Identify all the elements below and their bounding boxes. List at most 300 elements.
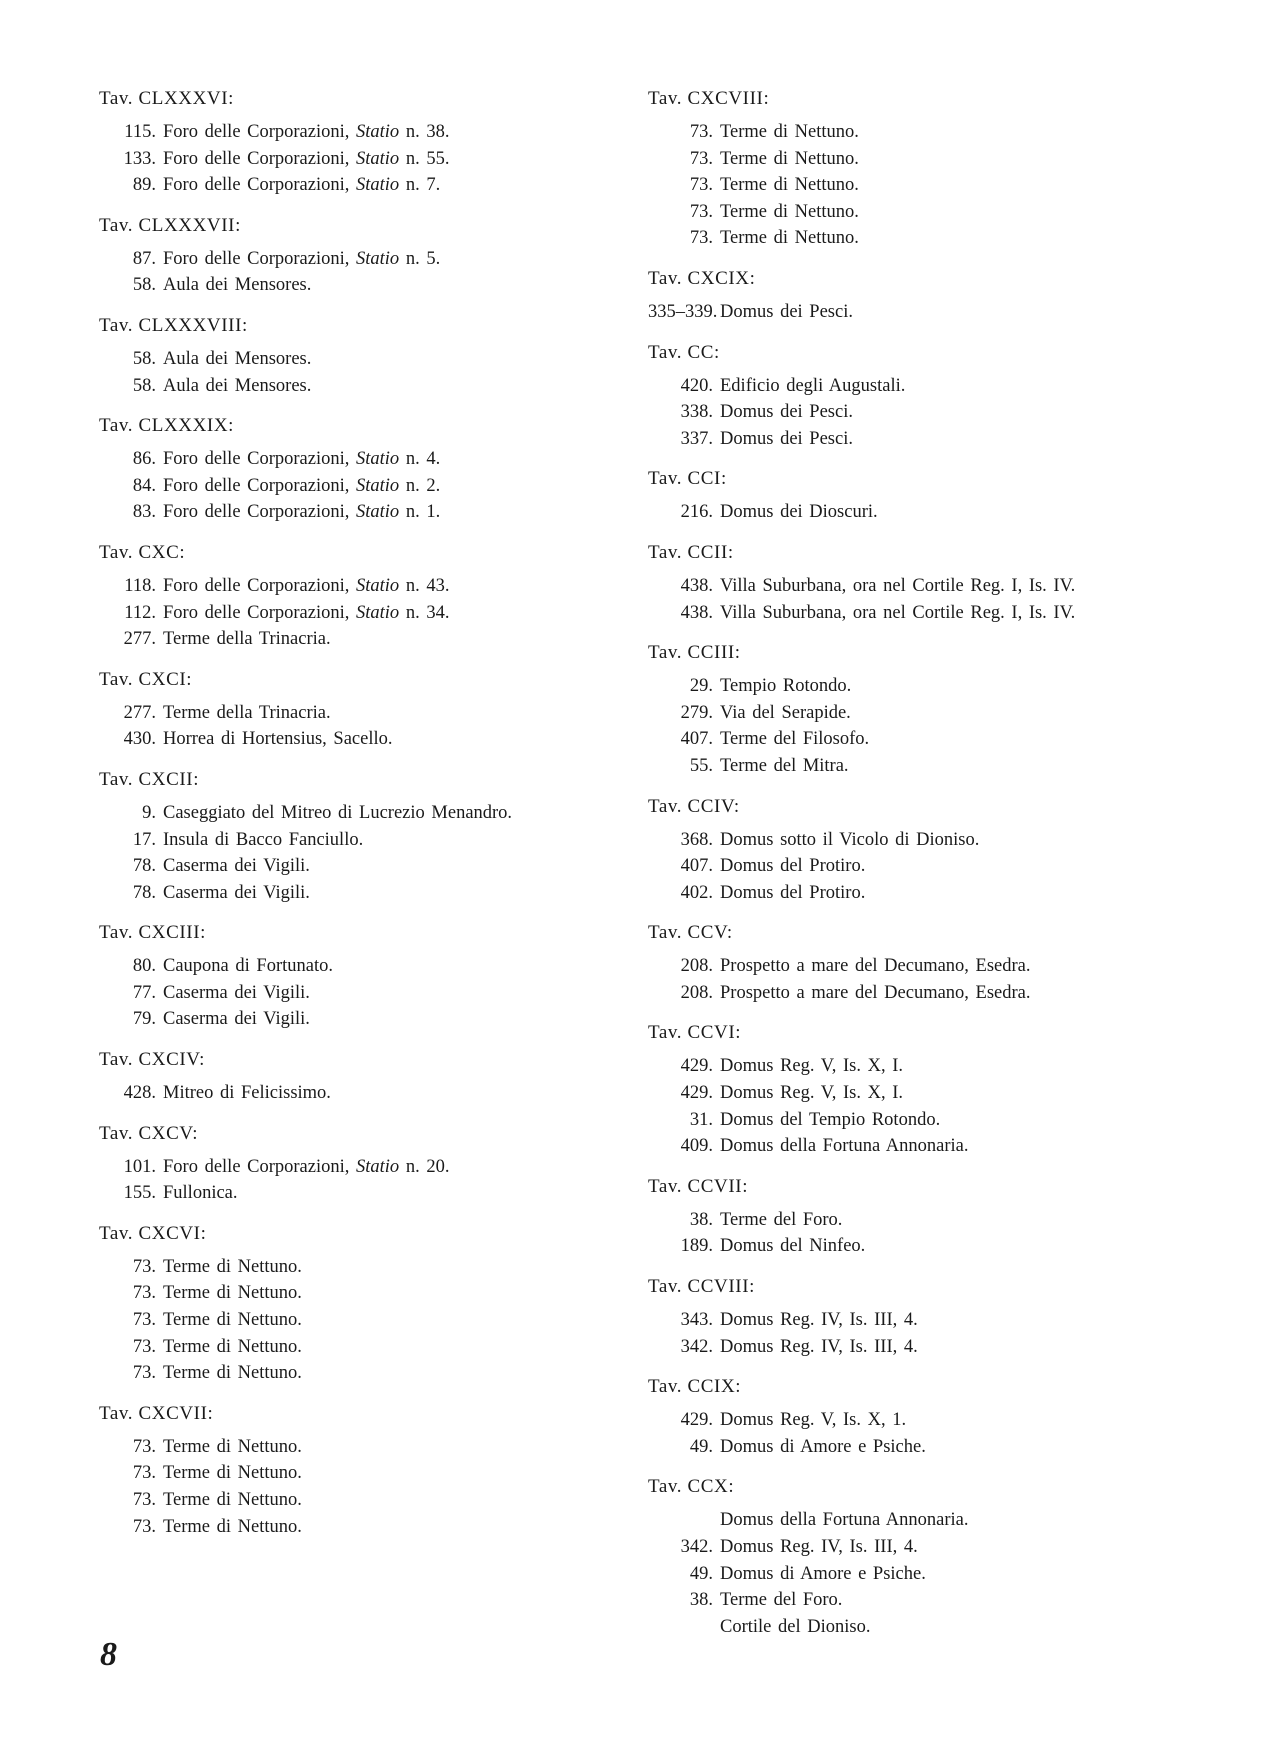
index-entry	[648, 673, 1248, 700]
plate-heading: Tav. CCV:	[648, 922, 733, 944]
plate-section	[648, 340, 1248, 453]
plate-heading: Tav. CCII:	[648, 541, 734, 563]
index-entry	[99, 1280, 619, 1307]
entry-number: 17.	[132, 829, 156, 850]
index-entry	[99, 1307, 619, 1334]
left-column	[99, 86, 619, 1554]
plate-heading: Tav. CCIV:	[648, 795, 740, 817]
entry-number: 9.	[142, 802, 156, 823]
entry-number: 73.	[132, 1516, 156, 1537]
entry-location: Via del Serapide.	[720, 702, 851, 723]
index-entry	[648, 373, 1248, 400]
entry-text	[720, 1587, 842, 1614]
entry-text	[163, 953, 333, 980]
index-entry	[99, 146, 619, 173]
index-entry	[99, 473, 619, 500]
plate-heading: Tav. CXCIII:	[99, 922, 207, 944]
entry-number: 438.	[680, 602, 713, 623]
index-entry	[648, 146, 1248, 173]
entry-number: 338.	[680, 402, 713, 423]
index-entry	[99, 1514, 619, 1541]
entry-location: Caserma dei Vigili.	[163, 882, 310, 903]
index-entry	[99, 1434, 619, 1461]
entry-text	[163, 146, 449, 173]
entry-number: 429.	[680, 1410, 713, 1431]
entry-location: Domus Reg. IV, Is. III, 4.	[720, 1310, 918, 1331]
plate-section	[99, 767, 619, 906]
plate-section	[648, 640, 1248, 779]
entry-text	[163, 119, 449, 146]
entry-number: 58.	[132, 375, 156, 396]
entry-location: Domus dei Pesci.	[720, 301, 853, 322]
entry-location: Domus del Protiro.	[720, 882, 866, 903]
entry-location: Terme di Nettuno.	[163, 1256, 302, 1277]
index-entry	[99, 573, 619, 600]
entry-text	[720, 1053, 903, 1080]
index-entry	[648, 1307, 1248, 1334]
entry-text	[163, 853, 310, 880]
index-entry	[648, 1434, 1248, 1461]
entry-text	[720, 299, 853, 326]
index-entry	[99, 246, 619, 273]
plate-heading: Tav. CXCVII:	[99, 1402, 214, 1424]
entry-location: Terme del Filosofo.	[720, 729, 870, 750]
entry-text	[163, 700, 331, 727]
entry-text	[163, 1434, 302, 1461]
entry-text	[720, 880, 865, 907]
index-entry	[648, 225, 1248, 252]
entry-text	[163, 373, 311, 400]
entry-location: Horrea di Hortensius, Sacello.	[163, 729, 393, 750]
plate-heading: Tav. CC:	[648, 341, 720, 363]
entry-location: Foro delle Corporazioni,	[163, 475, 350, 496]
entry-number: 77.	[132, 982, 156, 1003]
entry-number: 430.	[123, 729, 156, 750]
index-entry	[648, 172, 1248, 199]
entry-number: 343.	[680, 1310, 713, 1331]
index-entry	[99, 373, 619, 400]
entry-statio: Statio	[356, 1156, 400, 1177]
entry-number: 73.	[132, 1463, 156, 1484]
entry-location: Terme della Trinacria.	[163, 702, 331, 723]
entry-statio: Statio	[356, 602, 400, 623]
entry-location: Cortile del Dioniso.	[720, 1616, 871, 1637]
entry-number: 78.	[132, 882, 156, 903]
entry-number: 58.	[132, 348, 156, 369]
entry-statio-number: n. 38.	[405, 122, 450, 142]
entry-text	[720, 1107, 940, 1134]
entry-location: Domus del Tempio Rotondo.	[720, 1109, 941, 1130]
entry-location: Caserma dei Vigili.	[163, 856, 310, 877]
index-entry	[99, 119, 619, 146]
index-entry	[99, 853, 619, 880]
index-entry	[648, 1534, 1248, 1561]
index-entry	[648, 573, 1248, 600]
entry-number: 73.	[689, 228, 713, 249]
plate-heading: Tav. CCIII:	[648, 642, 741, 664]
index-entry	[648, 1233, 1248, 1260]
entry-text	[720, 146, 859, 173]
plate-section	[648, 794, 1248, 907]
entry-location: Terme di Nettuno.	[163, 1436, 302, 1457]
plate-section	[99, 920, 619, 1033]
entry-statio-number: n. 55.	[405, 148, 450, 169]
entry-number: 38.	[689, 1209, 713, 1230]
entry-statio-number: n. 4.	[405, 449, 441, 470]
index-entry	[99, 953, 619, 980]
entry-text	[163, 800, 512, 827]
entry-text	[163, 600, 449, 627]
plate-heading: Tav. CXCVI:	[99, 1222, 207, 1244]
index-entry	[648, 1507, 1248, 1534]
entry-number: 78.	[132, 856, 156, 877]
plate-heading: Tav. CLXXXIX:	[99, 415, 235, 437]
entry-number: 31.	[689, 1109, 713, 1130]
entry-number: 73.	[132, 1336, 156, 1357]
entry-statio: Statio	[356, 575, 400, 596]
index-entry	[99, 700, 619, 727]
entry-number: 118.	[124, 575, 156, 596]
entry-number: 337.	[680, 428, 713, 449]
entry-location: Domus dei Pesci.	[720, 428, 853, 449]
entry-number: 407.	[680, 729, 713, 750]
plate-heading: Tav. CXCIV:	[99, 1049, 206, 1071]
index-entry	[99, 1460, 619, 1487]
entry-number: 73.	[132, 1310, 156, 1331]
entry-text	[720, 1407, 906, 1434]
entry-number: 49.	[689, 1436, 713, 1457]
entry-text	[163, 346, 311, 373]
entry-location: Domus Reg. V, Is. X, 1.	[720, 1410, 907, 1431]
entry-location: Villa Suburbana, ora nel Cortile Reg. I, Is. IV.	[720, 575, 1076, 596]
index-entry	[99, 1006, 619, 1033]
index-entry	[648, 600, 1248, 627]
entry-statio: Statio	[356, 475, 400, 496]
entry-number: 115.	[124, 122, 156, 142]
entry-location: Domus del Protiro.	[720, 856, 866, 877]
entry-location: Aula dei Mensores.	[163, 348, 312, 369]
entry-text	[163, 246, 440, 273]
entry-text	[163, 499, 440, 526]
plate-section	[99, 86, 619, 199]
entry-location: Mitreo di Felicissimo.	[163, 1083, 331, 1104]
entry-text	[163, 880, 310, 907]
plate-heading: Tav. CLXXXVI:	[99, 88, 235, 109]
index-entry	[99, 446, 619, 473]
entry-number: 89.	[132, 175, 156, 196]
plate-heading: Tav. CXCI:	[99, 668, 193, 690]
entry-text	[720, 499, 878, 526]
entry-statio: Statio	[356, 449, 400, 470]
plate-section	[99, 1121, 619, 1207]
entry-text	[163, 626, 331, 653]
entry-number: 429.	[680, 1056, 713, 1077]
entry-text	[163, 1006, 310, 1033]
entry-statio-number: n. 43.	[405, 575, 450, 596]
entry-location: Terme di Nettuno.	[720, 122, 859, 142]
entry-location: Terme di Nettuno.	[163, 1283, 302, 1304]
entry-location: Prospetto a mare del Decumano, Esedra.	[720, 956, 1031, 977]
entry-location: Foro delle Corporazioni,	[163, 122, 350, 142]
entry-text	[720, 726, 869, 753]
entry-number: 420.	[680, 375, 713, 396]
entry-number: 73.	[132, 1436, 156, 1457]
entry-number: 208.	[680, 982, 713, 1003]
entry-number: 86.	[132, 449, 156, 470]
plate-section	[99, 1047, 619, 1107]
entry-number: 429.	[680, 1083, 713, 1104]
entry-location: Domus Reg. V, Is. X, I.	[720, 1083, 904, 1104]
entry-number: 73.	[132, 1283, 156, 1304]
entry-text	[163, 473, 440, 500]
plate-heading: Tav. CCIX:	[648, 1376, 742, 1398]
entry-location: Domus della Fortuna Annonaria.	[720, 1136, 969, 1157]
plate-section	[648, 920, 1248, 1006]
entry-location: Terme di Nettuno.	[163, 1310, 302, 1331]
index-entry	[99, 346, 619, 373]
entry-text	[720, 1534, 918, 1561]
entry-text	[720, 853, 865, 880]
entry-text	[720, 199, 859, 226]
entry-location: Foro delle Corporazioni,	[163, 175, 350, 196]
entry-location: Domus Reg. IV, Is. III, 4.	[720, 1537, 918, 1557]
entry-statio-number: n. 1.	[405, 502, 441, 523]
plate-heading: Tav. CXC:	[99, 541, 186, 563]
entry-location: Foro delle Corporazioni,	[163, 575, 350, 596]
entry-location: Caserma dei Vigili.	[163, 1009, 310, 1030]
entry-number: 216.	[680, 502, 713, 523]
index-entry	[99, 827, 619, 854]
plate-section	[99, 213, 619, 299]
plate-heading: Tav. CCX:	[648, 1476, 735, 1498]
entry-text	[720, 700, 851, 727]
entry-number: 80.	[132, 956, 156, 977]
entry-number: 55.	[689, 755, 713, 776]
entry-text	[720, 1233, 865, 1260]
entry-location: Terme del Mitra.	[720, 755, 849, 776]
index-entry	[99, 800, 619, 827]
plate-section	[99, 1221, 619, 1387]
entry-text	[720, 399, 853, 426]
entry-text	[720, 673, 851, 700]
entry-location: Terme di Nettuno.	[720, 148, 859, 169]
entry-location: Terme di Nettuno.	[163, 1463, 302, 1484]
index-entry	[648, 1334, 1248, 1361]
entry-number: 84.	[132, 475, 156, 496]
entry-location: Terme del Foro.	[720, 1209, 843, 1230]
entry-location: Terme di Nettuno.	[163, 1516, 302, 1537]
index-entry	[99, 626, 619, 653]
index-entry	[99, 980, 619, 1007]
plate-section	[648, 1474, 1248, 1640]
entry-statio-number: n. 7.	[405, 175, 441, 196]
index-entry	[648, 119, 1248, 146]
index-entry	[648, 980, 1248, 1007]
plate-heading: Tav. CLXXXVIII:	[99, 314, 248, 336]
plate-heading: Tav. CCI:	[648, 468, 727, 490]
index-entry	[99, 1080, 619, 1107]
entry-text	[720, 1507, 969, 1534]
entry-location: Domus di Amore e Psiche.	[720, 1436, 926, 1457]
entry-number: 277.	[123, 702, 156, 723]
entry-location: Edificio degli Augustali.	[720, 375, 906, 396]
entry-number: 112.	[124, 602, 156, 623]
entry-location: Fullonica.	[163, 1183, 238, 1204]
entry-location: Domus sotto il Vicolo di Dioniso.	[720, 829, 980, 850]
entry-number	[648, 1614, 720, 1641]
entry-text	[163, 1180, 238, 1207]
entry-text	[163, 1514, 302, 1541]
entry-statio: Statio	[356, 502, 400, 523]
entry-location: Terme di Nettuno.	[163, 1336, 302, 1357]
entry-location: Domus di Amore e Psiche.	[720, 1563, 926, 1584]
index-entry	[648, 1207, 1248, 1234]
entry-statio-number: n. 2.	[405, 475, 441, 496]
entry-text	[163, 1460, 302, 1487]
plate-heading: Tav. CXCIX:	[648, 267, 756, 289]
entry-location: Foro delle Corporazioni,	[163, 148, 350, 169]
entry-location: Caseggiato del Mitreo di Lucrezio Menandro.	[163, 802, 513, 823]
entry-location: Insula di Bacco Fanciullo.	[163, 829, 364, 850]
entry-location: Terme di Nettuno.	[720, 175, 859, 196]
plate-heading: Tav. CCVI:	[648, 1022, 742, 1044]
entry-text	[163, 573, 449, 600]
index-entry	[648, 1107, 1248, 1134]
plate-section	[99, 413, 619, 526]
entry-number: 87.	[132, 248, 156, 269]
entry-location: Foro delle Corporazioni,	[163, 602, 350, 623]
entry-location: Terme della Trinacria.	[163, 629, 331, 650]
entry-text	[720, 573, 1075, 600]
entry-text	[163, 1280, 302, 1307]
plate-section	[99, 1401, 619, 1540]
index-entry	[648, 1053, 1248, 1080]
plate-heading: Tav. CCVIII:	[648, 1276, 756, 1298]
index-entry	[648, 199, 1248, 226]
entry-text	[720, 1334, 918, 1361]
index-entry	[99, 1154, 619, 1181]
index-entry	[99, 1180, 619, 1207]
entry-number: 279.	[680, 702, 713, 723]
entry-location: Aula dei Mensores.	[163, 375, 312, 396]
entry-text	[720, 225, 859, 252]
plate-heading: Tav. CXCII:	[99, 768, 200, 790]
entry-location: Domus della Fortuna Annonaria.	[720, 1510, 969, 1531]
plate-section	[648, 1174, 1248, 1260]
right-column	[648, 86, 1248, 1654]
plate-heading: Tav. CLXXXVII:	[99, 214, 241, 236]
entry-text	[163, 1080, 331, 1107]
entry-number: 79.	[132, 1009, 156, 1030]
entry-text	[720, 600, 1075, 627]
entry-number: 73.	[132, 1256, 156, 1277]
entry-number: 73.	[689, 175, 713, 196]
entry-location: Foro delle Corporazioni,	[163, 449, 350, 470]
entry-text	[163, 172, 440, 199]
entry-statio-number: n. 34.	[405, 602, 450, 623]
entry-statio-number: n. 5.	[405, 248, 441, 269]
entry-location: Foro delle Corporazioni,	[163, 248, 350, 269]
entry-text	[720, 1434, 926, 1461]
entry-text	[720, 1080, 903, 1107]
index-entry	[99, 1254, 619, 1281]
entry-text	[163, 1254, 302, 1281]
entry-text	[163, 446, 440, 473]
entry-number: 402.	[680, 882, 713, 903]
entry-text	[720, 426, 853, 453]
entry-text	[720, 953, 1031, 980]
entry-location: Tempio Rotondo.	[720, 676, 852, 697]
entry-number: 83.	[132, 502, 156, 523]
entry-text	[163, 1307, 302, 1334]
entry-number: 407.	[680, 856, 713, 877]
index-entry	[648, 426, 1248, 453]
entry-text	[163, 272, 311, 299]
index-entry	[99, 1360, 619, 1387]
index-entry	[648, 726, 1248, 753]
plate-section	[99, 540, 619, 653]
index-entry	[648, 880, 1248, 907]
plate-heading: Tav. CCVII:	[648, 1175, 749, 1197]
entry-number: 189.	[680, 1236, 713, 1257]
plate-section	[648, 86, 1248, 252]
entry-number: 73.	[689, 201, 713, 222]
entry-location: Domus Reg. IV, Is. III, 4.	[720, 1336, 918, 1357]
index-entry	[99, 1487, 619, 1514]
entry-location: Terme di Nettuno.	[720, 228, 859, 249]
entry-location: Foro delle Corporazioni,	[163, 1156, 350, 1177]
entry-number: 58.	[132, 275, 156, 296]
entry-location: Villa Suburbana, ora nel Cortile Reg. I, Is. IV.	[720, 602, 1076, 623]
entry-location: Domus Reg. V, Is. X, I.	[720, 1056, 904, 1077]
entry-text	[720, 827, 979, 854]
index-entry	[648, 700, 1248, 727]
entry-text	[163, 1334, 302, 1361]
entry-text	[163, 1487, 302, 1514]
index-entry	[99, 272, 619, 299]
entry-text	[720, 172, 859, 199]
entry-location: Domus dei Dioscuri.	[720, 502, 878, 523]
entry-text	[720, 980, 1031, 1007]
entry-text	[720, 1207, 842, 1234]
index-entry	[648, 1407, 1248, 1434]
entry-location: Domus del Ninfeo.	[720, 1236, 866, 1257]
index-entry	[648, 753, 1248, 780]
entry-text	[720, 1561, 926, 1588]
plate-section	[648, 1374, 1248, 1460]
entry-number: 73.	[132, 1490, 156, 1510]
entry-number: 368.	[680, 829, 713, 850]
entry-text	[163, 1360, 302, 1387]
entry-location: Terme di Nettuno.	[720, 201, 859, 222]
index-entry	[648, 299, 1248, 326]
index-entry	[648, 1080, 1248, 1107]
entry-number: 73.	[689, 148, 713, 169]
plate-heading: Tav. CXCV:	[99, 1122, 199, 1144]
entry-text	[163, 980, 310, 1007]
index-entry	[99, 600, 619, 627]
entry-location: Terme di Nettuno.	[163, 1490, 302, 1510]
entry-number: 38.	[689, 1590, 713, 1611]
entry-statio: Statio	[356, 122, 400, 142]
entry-number: 428.	[123, 1083, 156, 1104]
entry-number: 335–339.	[648, 301, 718, 322]
plate-heading: Tav. CXCVIII:	[648, 88, 770, 109]
plate-section	[648, 1274, 1248, 1360]
plate-section	[99, 313, 619, 399]
index-entry	[99, 499, 619, 526]
entry-text	[163, 1154, 449, 1181]
